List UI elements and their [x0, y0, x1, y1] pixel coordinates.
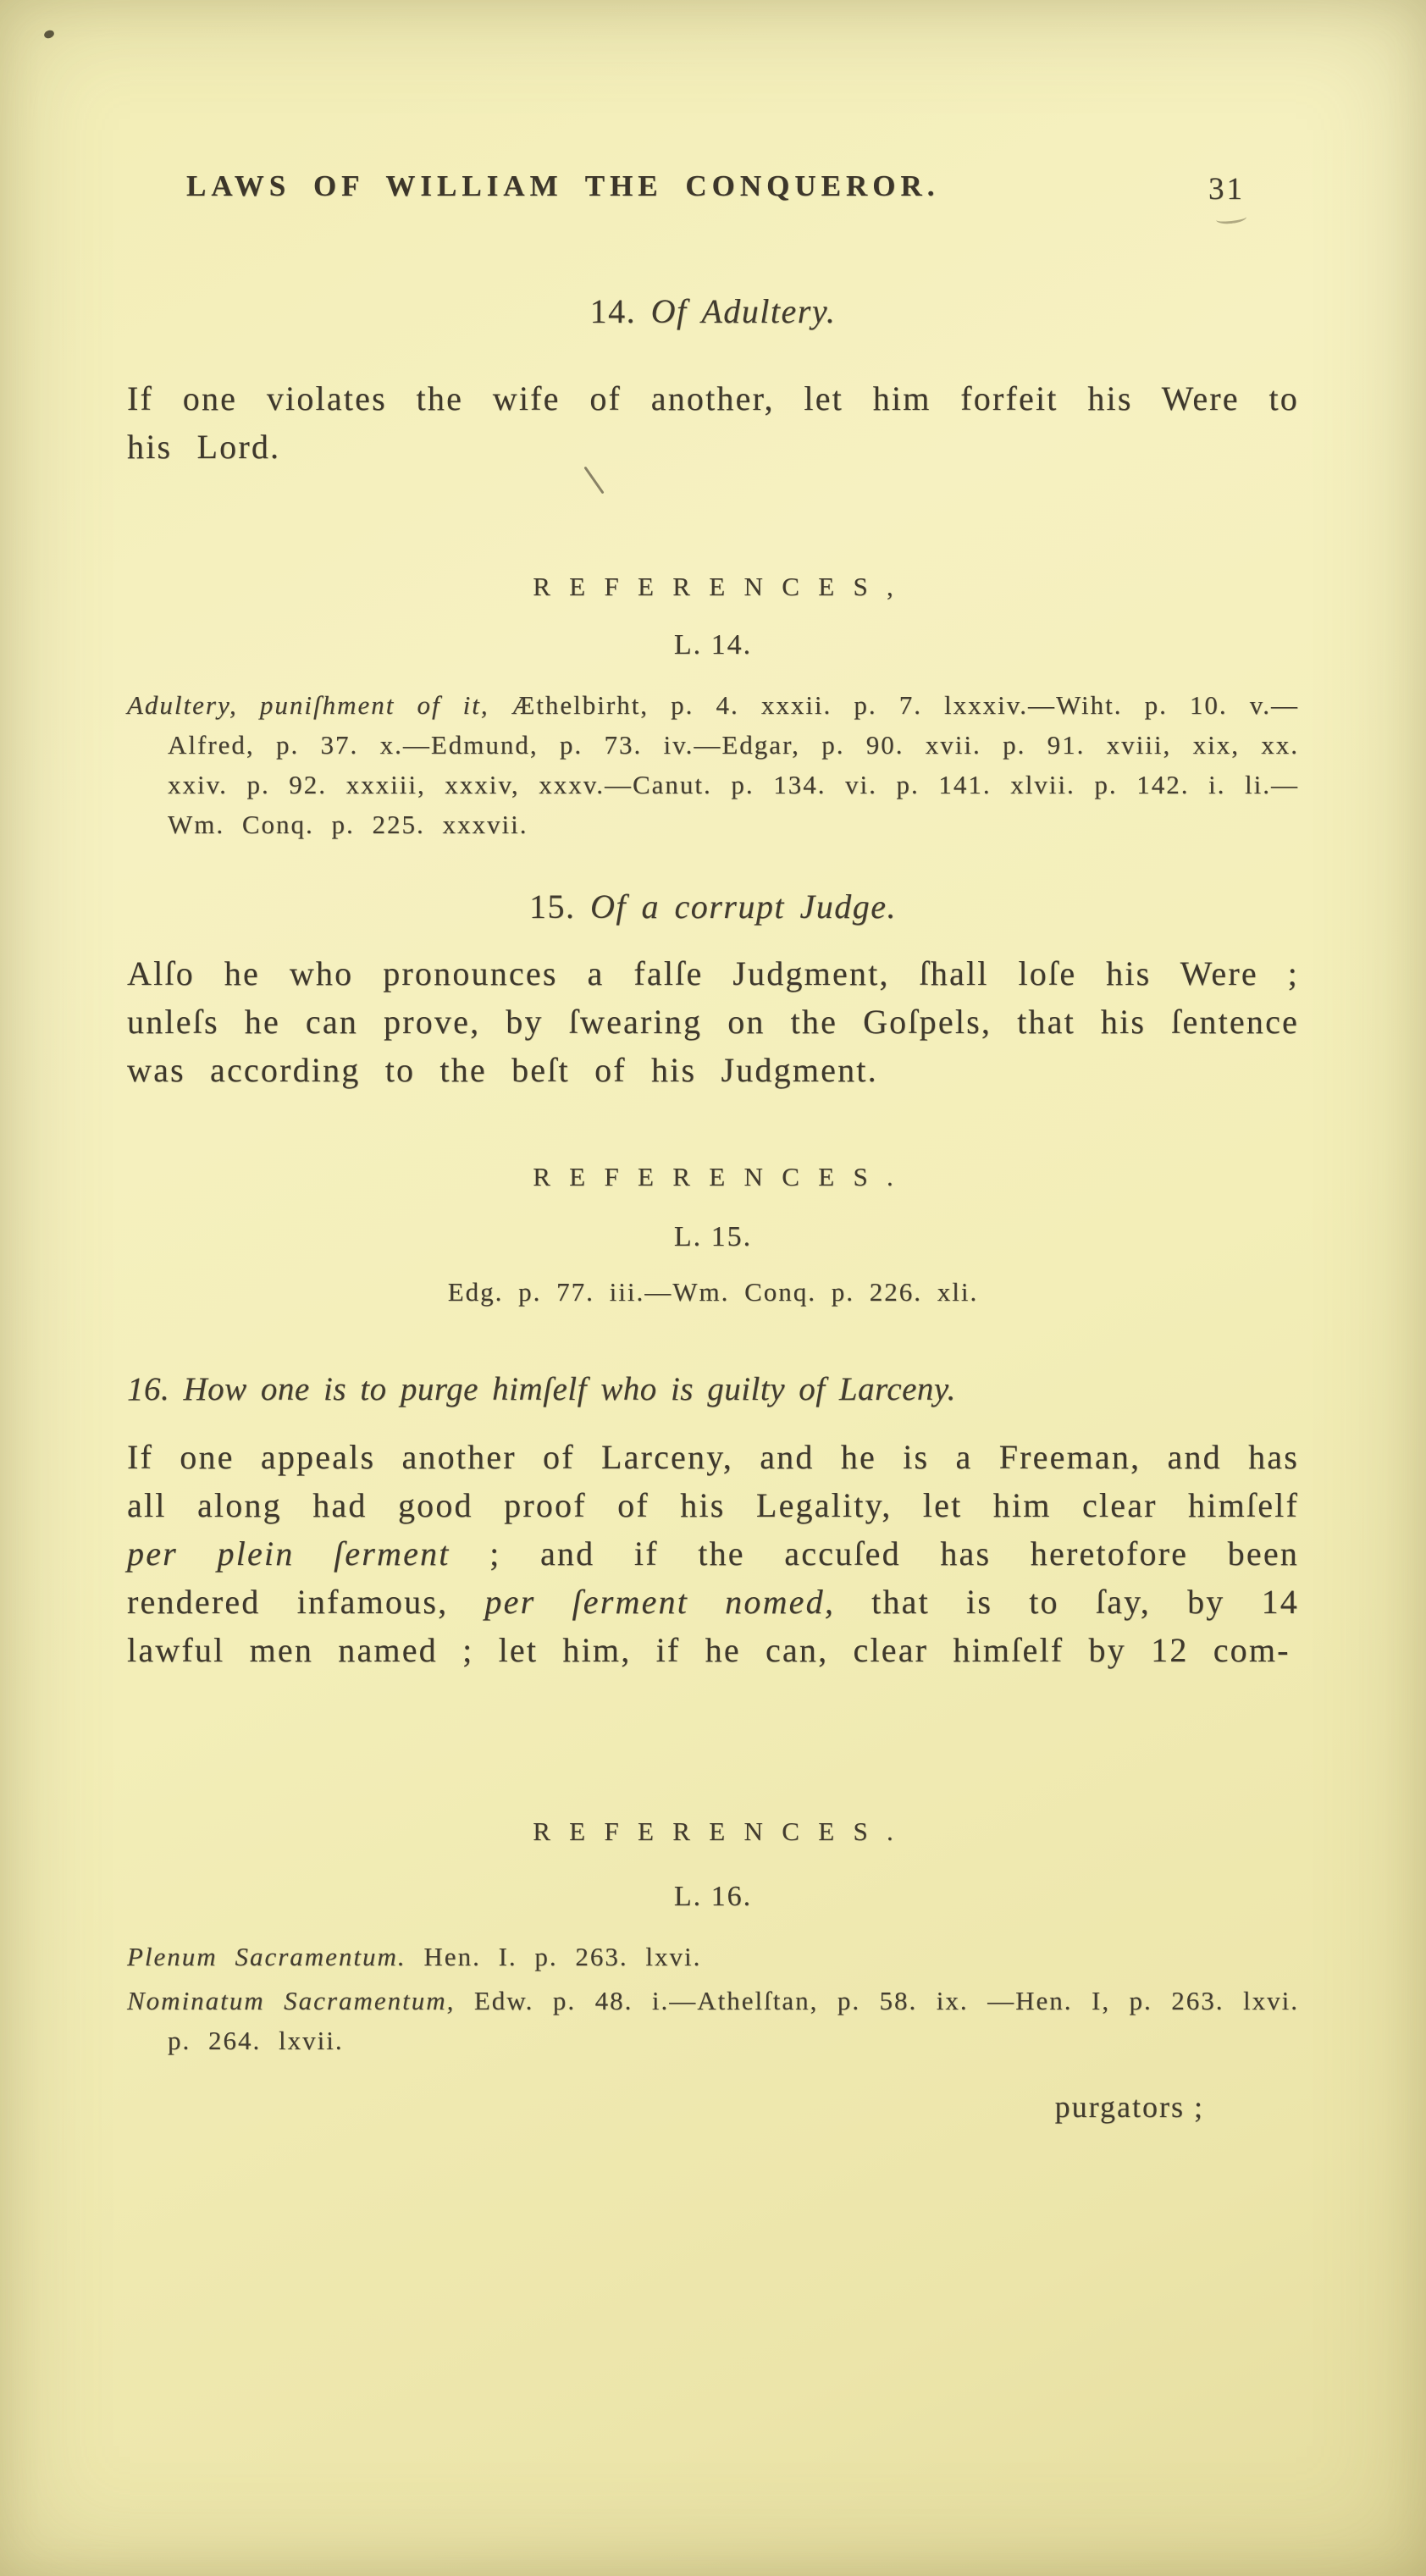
section-16-heading: 16. How one is to purge himſelf who is guilty of Larceny. [127, 1371, 956, 1408]
section-16-reference-1-lead: Plenum Sacramentum. [127, 1942, 406, 1972]
section-14-references [127, 685, 1299, 844]
section-16-law-label: L. 16. [673, 1881, 753, 1913]
section-14-body: If one violates the wife of another, let him forfeit his Were to his Lord. [127, 379, 1299, 466]
section-15-heading [127, 887, 1299, 926]
section-14-reference-text: Æthelbirht, p. 4. xxxii. p. 7. lxxxiv.—Wiht. p. 10. v.—Alfred, p. 37. x.—Edmund, p. 73. iv.—Edgar, p. 90. xvii. p. 91. xviii, xix, xx. xxiv. p. 92. xxxiii, xxxiv, xxxv.—Canut. p. 134. vi. p. 141. xlvii. p. 142. i. li.—Wm. Conq. p. 225. xxxvii. [168, 689, 1299, 839]
section-16-reference-1 [127, 1937, 1299, 1976]
section-16-references-heading: REFERENCES. [533, 1816, 913, 1847]
page-header-title: LAWS OF WILLIAM THE CONQUEROR. [186, 169, 940, 202]
section-16-body-italic-1: per plein ſerment [127, 1534, 450, 1573]
running-header [127, 169, 1299, 210]
section-14-reference-lead: Adultery, puniſhment of it, [127, 689, 489, 720]
section-15-number: 15. [528, 887, 576, 926]
section-16-body-text-1: If one appeals another of Larceny, and he is a Freeman, and has all along had good proof of his Legality, let him clear himſelf [127, 1438, 1299, 1525]
section-16-body [127, 1434, 1299, 1674]
text-block [127, 0, 1299, 2125]
section-16-reference-2-text: Edw. p. 48. i.—Athelſtan, p. 58. ix. —Hen. I, p. 263. lxvi. p. 264. lxvii. [168, 1985, 1299, 2055]
page-number: 31 [1208, 172, 1245, 207]
section-14-heading [127, 291, 1299, 331]
section-15-title: Of a corrupt Judge. [589, 887, 897, 926]
section-16-body-text-2: ; and if the accuſed has heretofore been rendered infamous, [127, 1534, 1299, 1621]
catchword: purgators ; [1054, 2089, 1204, 2124]
section-15-body: Alſo he who pronounces a falſe Judgment, ſhall loſe his Were ; unleſs he can prove, by ſwearing on the Goſpels, that his ſentence was according to the beſt of his Judgment. [127, 954, 1299, 1089]
section-14-number: 14. [589, 292, 637, 330]
section-16-reference-2 [127, 1981, 1299, 2060]
section-14-law-label: L. 14. [673, 628, 753, 661]
section-14-title: Of Adultery. [650, 292, 837, 330]
section-15-law-label: L. 15. [673, 1221, 753, 1253]
section-15-references: Edg. p. 77. iii.—Wm. Conq. p. 226. xli. [447, 1277, 979, 1307]
ink-speck [43, 29, 55, 40]
section-14-references-heading: REFERENCES, [533, 571, 913, 601]
section-16-reference-2-lead: Nominatum Sacramentum, [127, 1985, 456, 2015]
section-16-reference-1-text: Hen. I. p. 263. lxvi. [406, 1942, 702, 1972]
section-15-references-heading: REFERENCES. [533, 1162, 913, 1192]
section-16-body-text-3: that is to ſay, by 14 lawful men named ; let him, if he can, clear himſelf by 12 com- [127, 1582, 1299, 1669]
section-16-body-italic-2: per ſerment nomed, [484, 1582, 836, 1621]
